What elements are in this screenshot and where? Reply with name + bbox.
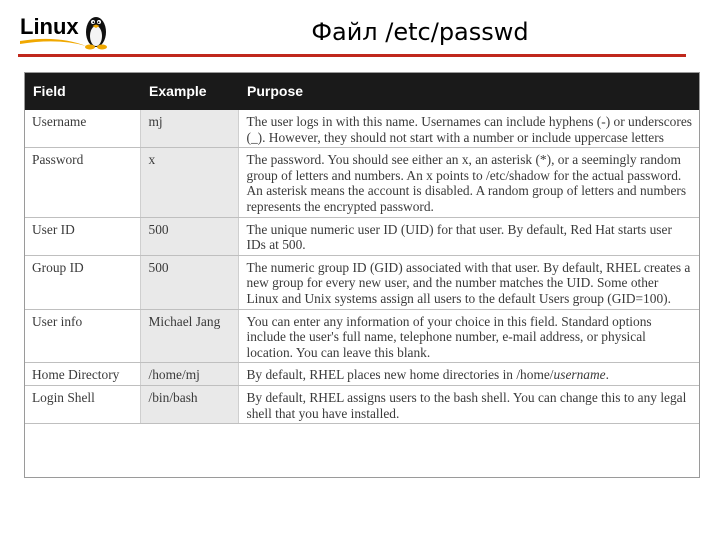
cell-example: /home/mj [140,363,238,386]
cell-purpose: By default, RHEL assigns users to the bash shell. You can change this to any legal shell that you have installed. [238,385,700,423]
cell-purpose: The user logs in with this name. Usernames can include hyphens (-) or underscores (_). However, they should not start with a number or include uppercase letters [238,110,700,148]
logo-text: Linux [20,14,79,39]
cell-purpose: The unique numeric user ID (UID) for that user. By default, Red Hat starts user IDs at 500. [238,217,700,255]
cell-purpose: The numeric group ID (GID) associated with that user. By default, RHEL creates a new group for every new user, and the number matches the UID. Some other Linux and Unix systems assign all users to the default Users group (GID=100). [238,255,700,309]
table-row [24,148,700,217]
column-header-field: Field [24,72,140,110]
purpose-text-after: . [605,367,609,383]
cell-field: User info [24,309,140,363]
cell-example: x [140,148,238,217]
cell-field: Password [24,148,140,217]
cell-example: 500 [140,255,238,309]
purpose-text-before: By default, RHEL places new home directories in /home/ [246,367,554,383]
cell-purpose: The password. You should see either an x, an asterisk (*), or a seemingly random group of letters and numbers. An x points to /etc/shadow for the actual password. An asterisk means the account is disabled. A random group of letters and numbers represents the encrypted password. [238,148,700,217]
table-row [24,217,700,255]
table-row [24,363,700,386]
table-row [24,110,700,148]
cell-field: Home Directory [24,363,140,386]
page-title: Файл /etc/passwd [311,18,529,46]
column-header-purpose: Purpose [238,72,700,110]
cell-example: 500 [140,217,238,255]
cell-field: Login Shell [24,385,140,423]
cell-example: mj [140,110,238,148]
cell-purpose [238,363,700,386]
tux-penguin-icon [85,17,107,50]
title-divider [18,54,686,57]
cell-field: Group ID [24,255,140,309]
linux-logo [18,8,110,50]
cell-purpose: You can enter any information of your choice in this field. Standard options include the user's full name, telephone number, e-mail address, or physical location. You can leave this blank. [238,309,700,363]
cell-example: /bin/bash [140,385,238,423]
table-header-row [24,72,700,110]
logo-swoosh [20,39,86,46]
cell-field: User ID [24,217,140,255]
table-row [24,385,700,423]
table-row [24,309,700,363]
purpose-text-italic: username [553,367,606,383]
cell-example: Michael Jang [140,309,238,363]
cell-field: Username [24,110,140,148]
column-header-example: Example [140,72,238,110]
passwd-fields-table [24,72,700,424]
table-row [24,255,700,309]
